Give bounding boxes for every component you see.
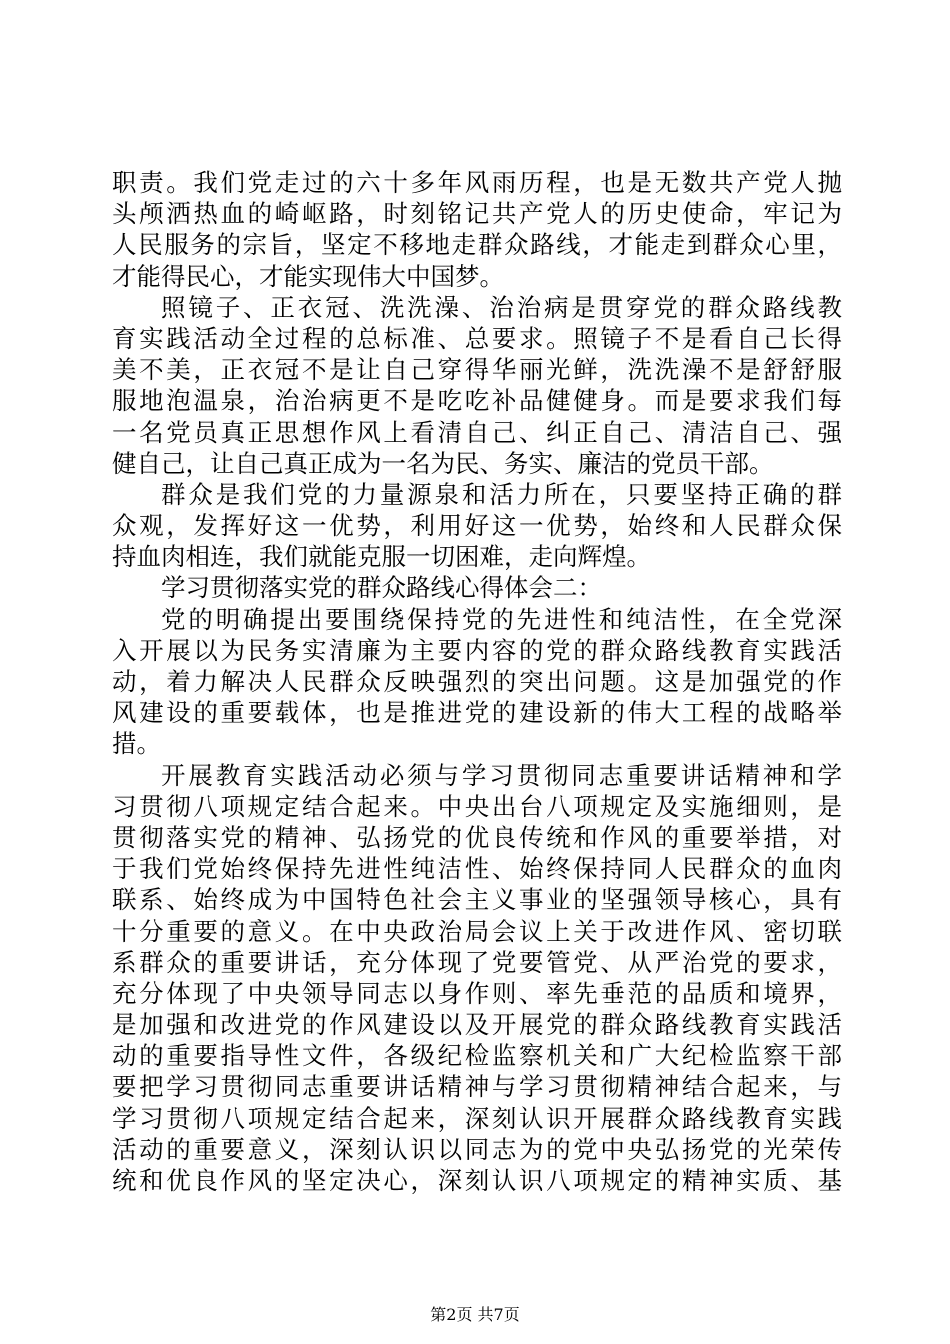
text-line: 学习贯彻落实党的群众路线心得体会二： xyxy=(161,573,602,603)
text-line: 充分体现了中央领导同志以身作则、率先垂范的品质和境界， xyxy=(112,978,842,1008)
text-line: 系群众的重要讲话，充分体现了党要管党、从严治党的要求， xyxy=(112,947,842,977)
text-line: 持血肉相连，我们就能克服一切困难，走向辉煌。 xyxy=(112,542,651,572)
paragraph xyxy=(112,479,842,573)
text-line: 联系、始终成为中国特色社会主义事业的坚强领导核心，具有 xyxy=(112,885,842,915)
paragraph xyxy=(112,572,842,603)
text-line: 动的重要指导性文件，各级纪检监察机关和广大纪检监察干部 xyxy=(112,1041,842,1071)
text-line: 众观，发挥好这一优势，利用好这一优势，始终和人民群众保 xyxy=(112,511,842,541)
text-line: 党的明确提出要围绕保持党的先进性和纯洁性，在全党深 xyxy=(161,604,842,634)
text-line: 健自己，让自己真正成为一名为民、务实、廉洁的党员干部。 xyxy=(112,448,774,478)
text-line: 统和优良作风的坚定决心，深刻认识八项规定的精神实质、基 xyxy=(112,1166,842,1195)
text-line: 学习贯彻八项规定结合起来，深刻认识开展群众路线教育实践 xyxy=(112,1103,842,1133)
text-line: 是加强和改进党的作风建设以及开展党的群众路线教育实践活 xyxy=(112,1010,842,1040)
text-line: 职责。我们党走过的六十多年风雨历程，也是无数共产党人抛 xyxy=(112,168,842,197)
text-line: 群众是我们党的力量源泉和活力所在，只要坚持正确的群 xyxy=(161,479,842,509)
text-line: 要把学习贯彻同志重要讲话精神与学习贯彻精神结合起来，与 xyxy=(112,1072,842,1102)
paragraph xyxy=(112,292,842,479)
text-line: 开展教育实践活动必须与学习贯彻同志重要讲话精神和学 xyxy=(161,760,842,790)
text-line: 风建设的重要载体，也是推进党的建设新的伟大工程的战略举 xyxy=(112,698,842,728)
text-line: 服地泡温泉，治治病更不是吃吃补品健健身。而是要求我们每 xyxy=(112,386,842,416)
text-line: 头颅洒热血的崎岖路，时刻铭记共产党人的历史使命，牢记为 xyxy=(112,199,842,229)
page-footer: 第2页 共7页 xyxy=(430,1305,520,1324)
text-line: 照镜子、正衣冠、洗洗澡、治治病是贯穿党的群众路线教 xyxy=(161,292,842,322)
text-line: 十分重要的意义。在中央政治局会议上关于改进作风、密切联 xyxy=(112,916,842,946)
text-line: 于我们党始终保持先进性纯洁性、始终保持同人民群众的血肉 xyxy=(112,854,842,884)
text-line: 活动的重要意义，深刻认识以同志为的党中央弘扬党的光荣传 xyxy=(112,1134,842,1164)
text-line: 育实践活动全过程的总标准、总要求。照镜子不是看自己长得 xyxy=(112,323,842,353)
text-line: 动，着力解决人民群众反映强烈的突出问题。这是加强党的作 xyxy=(112,667,842,696)
text-line: 措。 xyxy=(112,729,161,759)
text-line: 一名党员真正思想作风上看清自己、纠正自己、清洁自己、强 xyxy=(112,417,842,447)
paragraph xyxy=(112,167,842,292)
paragraph xyxy=(112,760,842,1197)
text-line: 美不美，正衣冠不是让自己穿得华丽光鲜，洗洗澡不是舒舒服 xyxy=(112,355,842,385)
text-line: 贯彻落实党的精神、弘扬党的优良传统和作风的重要举措，对 xyxy=(112,822,842,852)
text-line: 人民服务的宗旨，坚定不移地走群众路线，才能走到群众心里， xyxy=(112,230,842,260)
paragraph xyxy=(112,604,842,760)
text-line: 习贯彻八项规定结合起来。中央出台八项规定及实施细则，是 xyxy=(112,791,842,821)
document-body xyxy=(112,167,842,1196)
text-line: 入开展以为民务实清廉为主要内容的党的群众路线教育实践活 xyxy=(112,635,842,665)
text-line: 才能得民心，才能实现伟大中国梦。 xyxy=(112,261,504,291)
